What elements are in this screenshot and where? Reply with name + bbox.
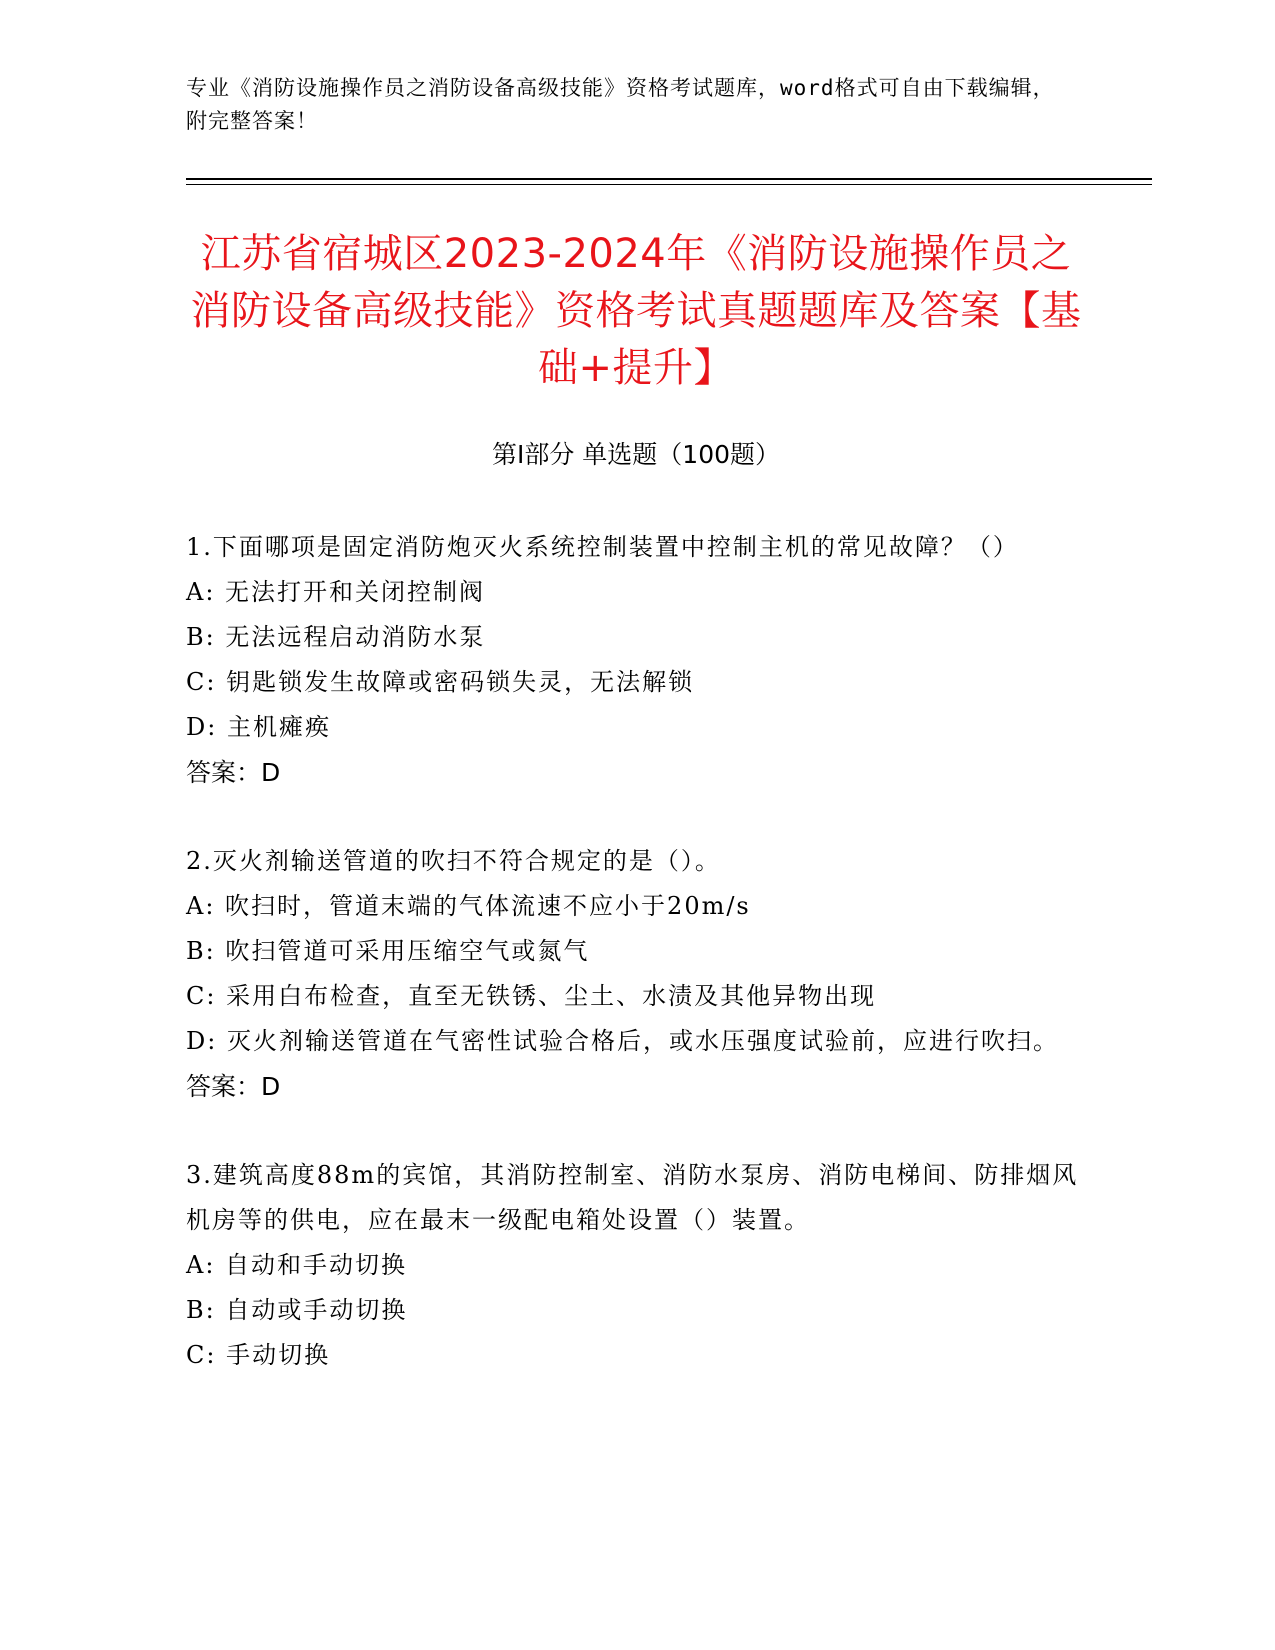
header-rule-thick [186, 178, 1152, 180]
document-title: 江苏省宿城区2023-2024年《消防设施操作员之消防设备高级技能》资格考试真题题库及答案【基础+提升】 [190, 231, 1082, 391]
option-d: D: 主机瘫痪 [186, 713, 331, 741]
section-heading: 第Ⅰ部分 单选题（100题） [491, 440, 781, 469]
option-a: A: 吹扫时，管道末端的气体流速不应小于20m/s [186, 892, 751, 920]
option-d: D: 灭火剂输送管道在气密性试验合格后，或水压强度试验前，应进行吹扫。 [186, 1027, 1059, 1055]
question-3 [186, 1153, 1086, 1378]
question-1 [186, 525, 1086, 795]
option-b: B: 自动或手动切换 [186, 1296, 408, 1324]
header-note: 专业《消防设施操作员之消防设备高级技能》资格考试题库，word格式可自由下载编辑，附完整答案！ [186, 76, 1055, 133]
option-a: A: 自动和手动切换 [186, 1251, 408, 1279]
question-list [186, 525, 1086, 1422]
answer: 答案：D [186, 758, 281, 787]
question-stem: 3.建筑高度88m的宾馆，其消防控制室、消防水泵房、消防电梯间、防排烟风机房等的供电，应在最末一级配电箱处设置（）装置。 [186, 1161, 1079, 1234]
option-c: C: 手动切换 [186, 1341, 331, 1369]
option-c: C: 钥匙锁发生故障或密码锁失灵，无法解锁 [186, 668, 695, 696]
question-stem: 1.下面哪项是固定消防炮灭火系统控制装置中控制主机的常见故障？（） [186, 533, 1019, 561]
option-b: B: 无法远程启动消防水泵 [186, 623, 486, 651]
answer: 答案：D [186, 1072, 281, 1101]
option-c: C: 采用白布检查，直至无铁锈、尘土、水渍及其他异物出现 [186, 982, 877, 1010]
option-a: A: 无法打开和关闭控制阀 [186, 578, 486, 606]
question-stem: 2.灭火剂输送管道的吹扫不符合规定的是（）。 [186, 847, 721, 875]
header-rule-thin [186, 184, 1152, 185]
question-2 [186, 839, 1086, 1109]
option-b: B: 吹扫管道可采用压缩空气或氮气 [186, 937, 590, 965]
